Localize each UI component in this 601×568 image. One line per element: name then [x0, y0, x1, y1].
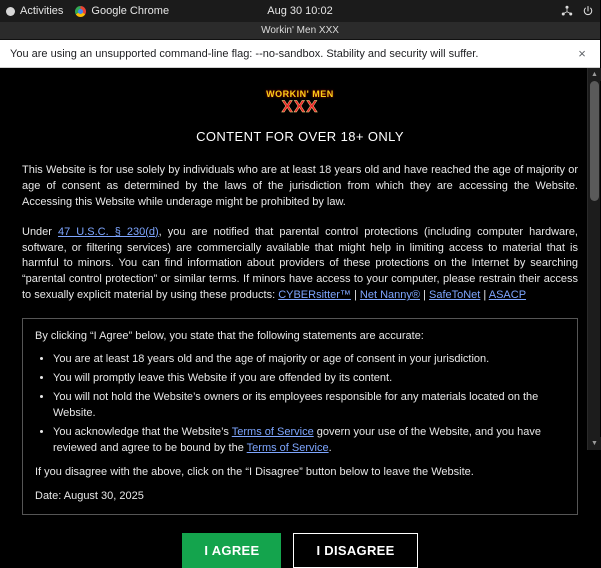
- logo-line-1: WORKIN' MEN: [266, 89, 334, 99]
- logo-line-2: XXX: [281, 97, 319, 116]
- activities-button[interactable]: [6, 5, 63, 17]
- terms-of-service-link-2[interactable]: Terms of Service: [246, 441, 329, 454]
- age-statement-paragraph: This Website is for use solely by individuals who are at least 18 years old and have reached the age of majority or age of consent as determined by the laws of the jurisdiction from which they are accessing the Website. Accessing this Website while underage might be prohibited by law.: [22, 163, 578, 208]
- bullet4-prefix: You acknowledge that the Website’s: [53, 425, 232, 438]
- activities-dot-icon: [6, 7, 15, 16]
- scroll-up-arrow-icon[interactable]: ▲: [588, 68, 601, 81]
- list-item: • You will promptly leave this Website if you are offended by its content.: [53, 371, 565, 387]
- asacp-link[interactable]: ASACP: [488, 289, 527, 302]
- top-bar-status-group[interactable]: [561, 5, 594, 17]
- bullet4-suffix: .: [328, 441, 332, 454]
- close-icon[interactable]: ×: [578, 46, 586, 61]
- page-scrollbar[interactable]: [587, 68, 600, 450]
- list-item: • You will not hold the Website’s owners or its employees responsible for any materials located on the Website.: [53, 390, 565, 422]
- agree-button[interactable]: I AGREE: [182, 533, 281, 568]
- provider-links: [278, 289, 526, 301]
- para2-suffix: , you are notified that parental control protections (including computer hardware, software, or filtering services) are commercially available that might help in limiting access to material that is harmful to minors. You can find information about providers of these protections on the Internet by searching “parental control protection” or similar terms. If minors have access to your computer, please restrain their access to sexually explicit material by using these products:: [22, 225, 578, 302]
- window-title-bar: [0, 22, 600, 40]
- netnanny-link[interactable]: Net Nanny®: [359, 289, 420, 302]
- list-item: [53, 425, 565, 457]
- safetonet-link[interactable]: SafeToNet: [428, 289, 481, 302]
- provider-separator-3: |: [483, 289, 487, 302]
- provider-separator-2: |: [423, 289, 426, 302]
- browser-viewport: [0, 68, 600, 558]
- network-icon: [561, 5, 573, 17]
- agreement-lead: By clicking “I Agree” below, you state that the following statements are accurate:: [35, 330, 424, 343]
- usc-230d-link[interactable]: 47 U.S.C. § 230(d): [58, 225, 159, 238]
- clock[interactable]: Aug 30 10:02: [267, 5, 333, 17]
- chrome-window-button[interactable]: [75, 5, 169, 17]
- chrome-label: Google Chrome: [91, 5, 170, 17]
- scroll-down-arrow-icon[interactable]: ▼: [588, 437, 601, 450]
- page-title: CONTENT FOR OVER 18+ ONLY: [196, 128, 404, 144]
- bullet4-middle: govern your use of the Website, and you have reviewed and agree to be bound by the: [53, 425, 541, 454]
- site-logo: [22, 90, 578, 118]
- infobar-message: You are using an unsupported command-line flag: --no-sandbox. Stability and security will suffer.: [10, 47, 479, 60]
- cybersitter-link[interactable]: CYBERsitter™: [278, 289, 351, 302]
- action-buttons: [22, 533, 578, 568]
- terms-of-service-link-1[interactable]: Terms of Service: [231, 425, 314, 438]
- agreement-bullet-list: [35, 352, 565, 457]
- para2-prefix: Under: [22, 225, 58, 238]
- parental-controls-paragraph: [22, 225, 578, 305]
- window-title: Workin' Men XXX: [261, 25, 339, 36]
- disagree-instruction: If you disagree with the above, click on the “I Disagree” button below to leave the Website.: [35, 465, 474, 478]
- current-date: Date: August 30, 2025: [35, 489, 144, 502]
- list-item: • You are at least 18 years old and the age of majority or age of consent in your jurisdiction.: [53, 352, 565, 368]
- age-verification-page: [0, 68, 600, 558]
- scrollbar-thumb[interactable]: [590, 81, 599, 201]
- system-top-bar: [0, 0, 600, 22]
- chrome-infobar: [0, 40, 600, 68]
- chrome-icon: [75, 6, 86, 17]
- activities-label: Activities: [20, 5, 64, 17]
- agreement-box: [22, 318, 578, 514]
- provider-separator-1: |: [354, 289, 357, 302]
- power-icon: [582, 5, 594, 17]
- top-bar-left-group: [6, 5, 169, 17]
- disagree-button[interactable]: I DISAGREE: [293, 533, 417, 568]
